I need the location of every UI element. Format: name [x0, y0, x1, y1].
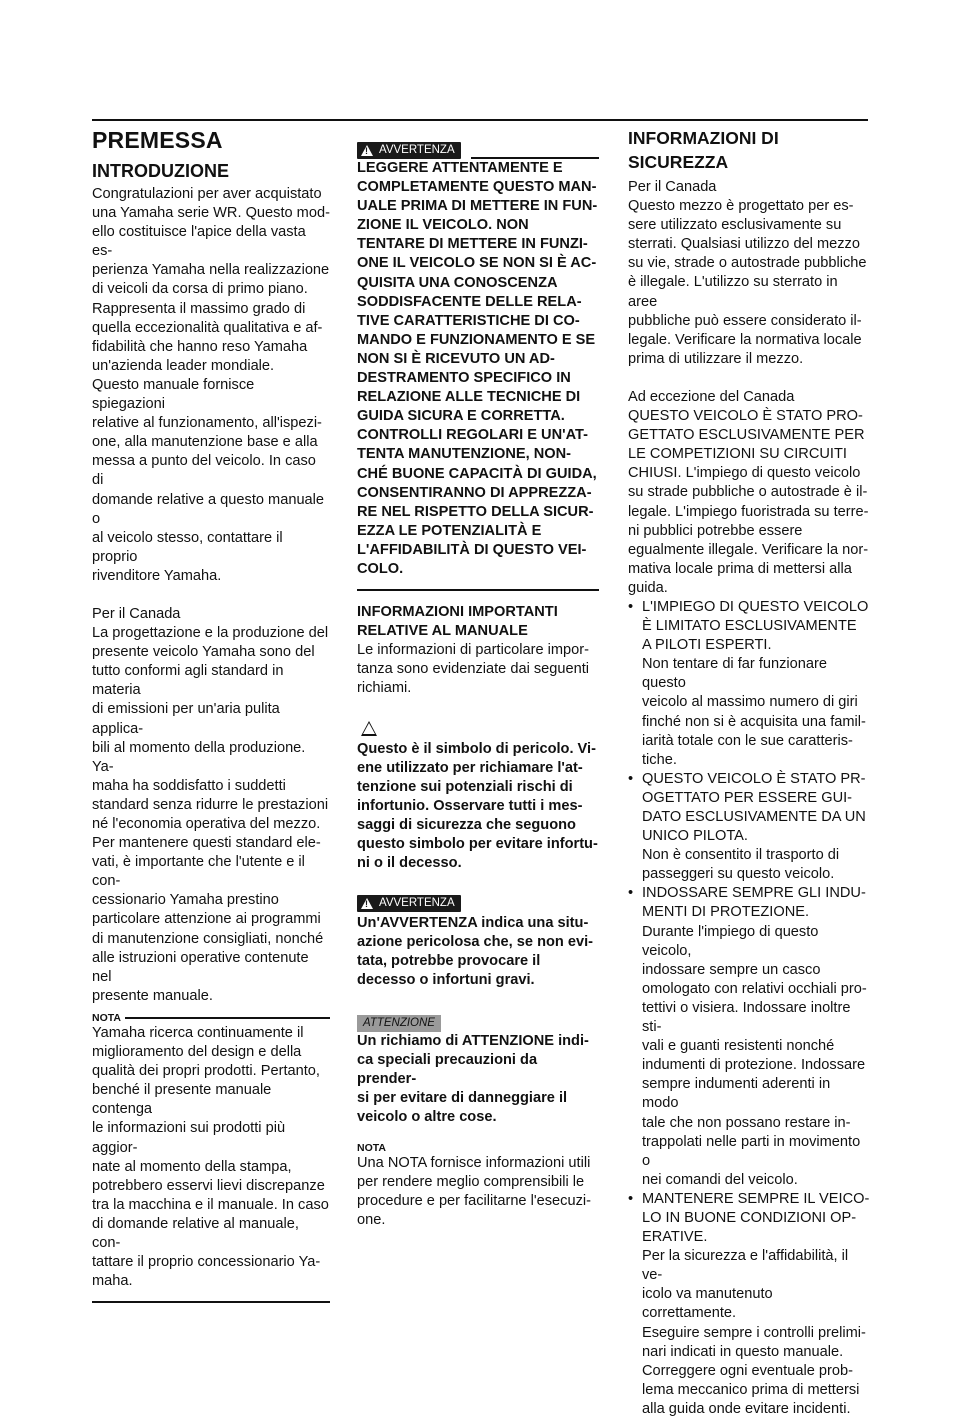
warning-header: [357, 142, 599, 159]
column-3: [628, 126, 870, 1419]
warning-label: AVVERTENZA: [379, 144, 455, 156]
text-line: COLO.: [357, 560, 404, 577]
text-line: CHÉ BUONE CAPACITÀ DI GUIDA,: [357, 465, 597, 482]
text-line: trappolati nelle parti in movimento o: [642, 1133, 861, 1169]
text-line: presente manuale.: [92, 987, 213, 1004]
text-line: INDOSSARE SEMPRE GLI INDU-: [642, 885, 866, 902]
bullet-item: [628, 1190, 870, 1419]
text-line: indumenti di protezione. Indossare: [642, 1057, 866, 1074]
text-line: relative al funzionamento, all'ispezi-: [92, 415, 322, 432]
text-line: al veicolo stesso, contattare il proprio: [92, 529, 283, 565]
except-canada-paragraph: [628, 388, 870, 598]
text-line: RELATIVE AL MANUALE: [357, 623, 528, 640]
text-line: passeggeri su questo veicolo.: [642, 866, 835, 883]
text-line: mativa locale prima di mettersi alla: [628, 560, 852, 577]
text-line: MANDO E FUNZIONAMENTO E SE: [357, 331, 596, 348]
col3-canada-paragraph: [628, 178, 870, 369]
info-paragraph: [357, 641, 599, 698]
text-line: le informazioni sui prodotti più aggior-: [92, 1120, 286, 1156]
nota-label: NOTA: [92, 1011, 121, 1024]
text-line: miglioramento del design e della: [92, 1044, 302, 1061]
text-line: tata, potrebbe provocare il: [357, 953, 541, 970]
text-line: one, alla manutenzione base e alla: [92, 434, 318, 451]
text-line: ERATIVE.: [642, 1229, 708, 1246]
text-line: SODDISFACENTE DELLE RELA-: [357, 293, 582, 310]
text-line: Correggere ogni eventuale prob-: [642, 1362, 853, 1379]
bullet-item: [628, 884, 870, 1190]
text-line: Congratulazioni per aver acquistato: [92, 186, 322, 202]
text-line: UALE PRIMA DI METTERE IN FUN-: [357, 198, 598, 215]
text-line: particolare attenzione ai programmi: [92, 911, 321, 928]
text-line: Rappresenta il massimo grado di: [92, 300, 306, 317]
text-line: benché il presente manuale contenga: [92, 1082, 272, 1118]
text-line: una Yamaha serie WR. Questo mod-: [92, 205, 330, 222]
text-line: tra la macchina e il manuale. In caso: [92, 1196, 329, 1213]
text-line: prima di utilizzare il mezzo.: [628, 350, 804, 367]
text-line: SICUREZZA: [628, 152, 729, 172]
text-line: Un'AVVERTENZA indica una situ-: [357, 915, 589, 932]
text-line: Per mantenere questi standard ele-: [92, 835, 321, 852]
text-line: standard senza ridurre le prestazioni: [92, 796, 329, 813]
text-line: perienza Yamaha nella realizzazione: [92, 262, 330, 279]
text-line: Durante l'impiego di questo veicolo,: [642, 923, 819, 959]
text-line: nari indicati in questo manuale.: [642, 1343, 844, 1360]
column-1: [92, 126, 330, 1303]
text-line: finché non si è acquisita una famil-: [642, 713, 866, 730]
text-line: procedure e per facilitarne l'esecuzi-: [357, 1193, 591, 1210]
warning-triangle-icon-2: [361, 898, 373, 909]
text-line: MANTENERE SEMPRE IL VEICO-: [642, 1190, 870, 1207]
bullet-item: [628, 598, 870, 770]
symbol-paragraph: [357, 740, 599, 874]
text-line: maha ha soddisfatto i suddetti: [92, 777, 286, 794]
text-line: GETTATO ESCLUSIVAMENTE PER: [628, 427, 865, 444]
text-line: vali e guanti resistenti nonché: [642, 1038, 835, 1055]
canada-paragraph: [92, 605, 330, 1006]
text-line: LEGGERE ATTENTAMENTE E: [357, 160, 563, 176]
text-line: tettivi o visiera. Indossare inoltre sti-: [642, 999, 851, 1036]
bullet-icon: •: [628, 1190, 634, 1207]
text-line: L'IMPIEGO DI QUESTO VEICOLO: [642, 598, 869, 615]
text-line: omologato con relativi occhiali pro-: [642, 980, 867, 997]
text-line: decesso o infortuni gravi.: [357, 972, 535, 989]
text-line: né l'economia operativa del mezzo.: [92, 816, 321, 832]
text-line: alla guida onde evitare incidenti.: [642, 1400, 851, 1417]
text-line: questo simbolo per evitare infortu-: [357, 836, 598, 852]
text-line: OGETTATO PER ESSERE GUI-: [642, 789, 853, 806]
text-line: di domande relative al manuale, con-: [92, 1215, 299, 1251]
text-line: Eseguire sempre i controlli prelimi-: [642, 1324, 866, 1341]
safety-bullet-list: [628, 598, 870, 1419]
text-line: lema meccanico prima di mettersi: [642, 1381, 860, 1398]
text-line: tiche.: [642, 751, 677, 768]
text-line: Per il Canada: [92, 605, 181, 622]
text-line: QUESTO VEICOLO È STATO PRO-: [628, 408, 863, 425]
text-line: RELAZIONE ALLE TECNICHE DI: [357, 389, 581, 406]
text-line: Non è consentito il trasporto di: [642, 847, 840, 864]
text-line: ene utilizzato per richiamare l'at-: [357, 759, 583, 776]
text-line: si per evitare di danneggiare il: [357, 1089, 568, 1106]
page-title: PREMESSA: [92, 127, 223, 153]
bullet-icon: •: [628, 770, 634, 787]
bullet-item: [628, 770, 870, 885]
text-line: CHIUSI. L'impiego di questo veicolo: [628, 465, 861, 482]
text-line: QUISITA UNA CONOSCENZA: [357, 274, 558, 291]
text-line: per rendere meglio comprensibili le: [357, 1174, 585, 1191]
text-line: La progettazione e la produzione del: [92, 625, 329, 642]
text-line: bili al momento della produzione. Ya-: [92, 739, 306, 775]
text-line: EZZA LE POTENZIALITÀ E: [357, 522, 542, 539]
text-line: Ad eccezione del Canada: [628, 388, 795, 405]
text-line: nei comandi del veicolo.: [642, 1171, 798, 1188]
text-line: ca speciali precauzioni da prender-: [357, 1051, 538, 1087]
text-line: sere utilizzato esclusivamente su: [628, 217, 842, 234]
text-line: saggi di sicurezza che seguono: [357, 816, 576, 833]
text-line: fidabilità che hanno reso Yamaha: [92, 338, 308, 355]
text-line: di emissioni per un'aria pulita applica-: [92, 701, 280, 737]
text-line: Per il Canada: [628, 179, 717, 195]
text-line: TENTARE DI METTERE IN FUNZI-: [357, 236, 588, 253]
text-line: Non tentare di far funzionare questo: [642, 656, 827, 692]
text-line: tattare il proprio concessionario Ya-: [92, 1254, 321, 1271]
text-line: ONE IL VEICOLO SE NON SI È AC-: [357, 255, 597, 272]
text-line: Un richiamo di ATTENZIONE indi-: [357, 1032, 589, 1049]
text-line: messa a punto del veicolo. In caso di: [92, 453, 316, 489]
text-line: L'AFFIDABILITÀ DI QUESTO VEI-: [357, 541, 587, 558]
text-line: A PILOTI ESPERTI.: [642, 637, 772, 654]
text-line: iarità totale con le sue caratteris-: [642, 732, 853, 749]
text-line: domande relative a questo manuale o: [92, 491, 325, 527]
text-line: legale. Verificare la normativa locale: [628, 331, 862, 348]
text-line: CONTROLLI REGOLARI E UN'AT-: [357, 427, 589, 444]
text-line: GUIDA SICURA E CORRETTA.: [357, 408, 565, 425]
warning-badge-2: [357, 895, 461, 912]
bullet-icon: •: [628, 598, 634, 615]
text-line: di manutenzione consigliati, nonché: [92, 930, 324, 947]
text-line: infortunio. Osservare tutti i mes-: [357, 797, 583, 814]
text-line: egualmente illegale. Verificare la nor-: [628, 541, 869, 558]
text-line: guida.: [628, 579, 668, 596]
text-line: QUESTO VEICOLO È STATO PR-: [642, 770, 866, 787]
text-line: su strade pubbliche o autostrade è il-: [628, 484, 868, 501]
warning-label-2: AVVERTENZA: [379, 897, 455, 910]
nota-rule: [125, 1017, 330, 1019]
text-line: Per la sicurezza e l'affidabilità, il ve-: [642, 1248, 849, 1284]
column-2: [357, 126, 599, 1230]
text-line: ni pubblici potrebbe essere: [628, 522, 803, 539]
text-line: nate al momento della stampa,: [92, 1158, 292, 1175]
warning2-paragraph: [357, 914, 599, 990]
text-line: DATO ESCLUSIVAMENTE DA UN: [642, 809, 866, 825]
text-line: un'azienda leader mondiale.: [92, 357, 275, 374]
text-line: potrebbero esservi lievi discrepanze: [92, 1177, 325, 1194]
warning-badge: [357, 142, 461, 159]
text-line: Le informazioni di particolare impor-: [357, 642, 589, 659]
text-line: richiami.: [357, 680, 412, 697]
section-heading-introduzione: INTRODUZIONE: [92, 161, 229, 181]
text-line: LO IN BUONE CONDIZIONI OP-: [642, 1209, 857, 1226]
text-line: Questo manuale fornisce spiegazioni: [92, 376, 255, 413]
text-line: CONSENTIRANNO DI APPREZZA-: [357, 484, 592, 501]
attention-paragraph: [357, 1032, 599, 1127]
text-line: ZIONE IL VEICOLO. NON: [357, 217, 529, 234]
text-line: tenzione sui potenziali rischi di: [357, 778, 573, 795]
nota-header: [92, 1012, 330, 1024]
text-line: di veicoli da corsa di primo piano.: [92, 281, 308, 298]
text-line: TIVE CARATTERISTICHE DI CO-: [357, 312, 580, 329]
text-line: cessionario Yamaha prestino: [92, 892, 279, 909]
text-line: rivenditore Yamaha.: [92, 567, 222, 584]
text-line: Una NOTA fornisce informazioni utili: [357, 1155, 591, 1172]
text-line: tale che non possano restare in-: [642, 1114, 851, 1131]
text-line: UNICO PILOTA.: [642, 828, 748, 845]
text-line: INFORMAZIONI IMPORTANTI: [357, 604, 558, 621]
top-rule: [92, 119, 868, 121]
text-line: icolo va manutenuto correttamente.: [642, 1286, 773, 1322]
text-line: veicolo o altre cose.: [357, 1108, 497, 1125]
attention-badge: ATTENZIONE: [357, 1015, 441, 1032]
text-line: presente veicolo Yamaha sono del: [92, 644, 315, 661]
text-line: veicolo al massimo numero di giri: [642, 694, 858, 711]
nota-label-2: NOTA: [357, 1142, 386, 1155]
text-line: su vie, strade o autostrade pubbliche: [628, 255, 867, 272]
text-line: è illegale. L'utilizzo su sterrato in aree: [628, 274, 838, 310]
text-line: quella eccezionalità qualitativa e af-: [92, 319, 323, 336]
text-line: Questo mezzo è progettato per es-: [628, 198, 854, 215]
intro-paragraph: [92, 185, 330, 586]
text-line: NON SI È RICEVUTO UN AD-: [357, 350, 555, 367]
text-line: COMPLETAMENTE QUESTO MAN-: [357, 179, 597, 196]
nota-end-rule: [92, 1301, 330, 1303]
warning-triangle-icon: [361, 145, 373, 156]
text-line: tutto conformi agli standard in materia: [92, 663, 284, 699]
text-line: sempre indumenti aderenti in modo: [642, 1076, 831, 1112]
text-line: pubbliche può essere considerato il-: [628, 312, 862, 329]
text-line: qualità dei propri prodotti. Pertanto,: [92, 1063, 320, 1080]
text-line: tanza sono evidenziate dai seguenti: [357, 661, 590, 678]
safety-heading: [628, 126, 870, 174]
text-line: ello costituisce l'apice della vasta es-: [92, 224, 306, 260]
text-line: vati, è importante che l'utente e il con-: [92, 854, 305, 890]
text-line: indossare sempre un casco: [642, 961, 821, 978]
nota2-paragraph: [357, 1154, 599, 1230]
nota-paragraph: [92, 1024, 330, 1291]
text-line: DESTRAMENTO SPECIFICO IN: [357, 370, 571, 387]
hazard-outline-triangle-icon: [361, 721, 377, 736]
warning-paragraph: [357, 159, 599, 579]
text-line: legale. L'impiego fuoristrada su terre-: [628, 503, 869, 520]
text-line: MENTI DI PROTEZIONE.: [642, 904, 810, 921]
text-line: INFORMAZIONI DI: [628, 128, 779, 148]
info-heading: [357, 603, 599, 641]
text-line: sterrati. Qualsiasi utilizzo del mezzo: [628, 236, 860, 253]
text-line: È LIMITATO ESCLUSIVAMENTE: [642, 618, 857, 635]
text-line: LE COMPETIZIONI SU CIRCUITI: [628, 446, 847, 463]
text-line: one.: [357, 1212, 386, 1229]
text-line: azione pericolosa che, se non evi-: [357, 934, 594, 951]
text-line: Questo è il simbolo di pericolo. Vi-: [357, 740, 596, 757]
text-line: TENTA MANUTENZIONE, NON-: [357, 446, 572, 463]
text-line: RE NEL RISPETTO DELLA SICUR-: [357, 503, 594, 520]
text-line: Yamaha ricerca continuamente il: [92, 1024, 304, 1041]
bullet-icon: •: [628, 885, 634, 902]
text-line: maha.: [92, 1273, 133, 1290]
text-line: alle istruzioni operative contenute nel: [92, 949, 309, 985]
text-line: ni o il decesso.: [357, 855, 462, 872]
